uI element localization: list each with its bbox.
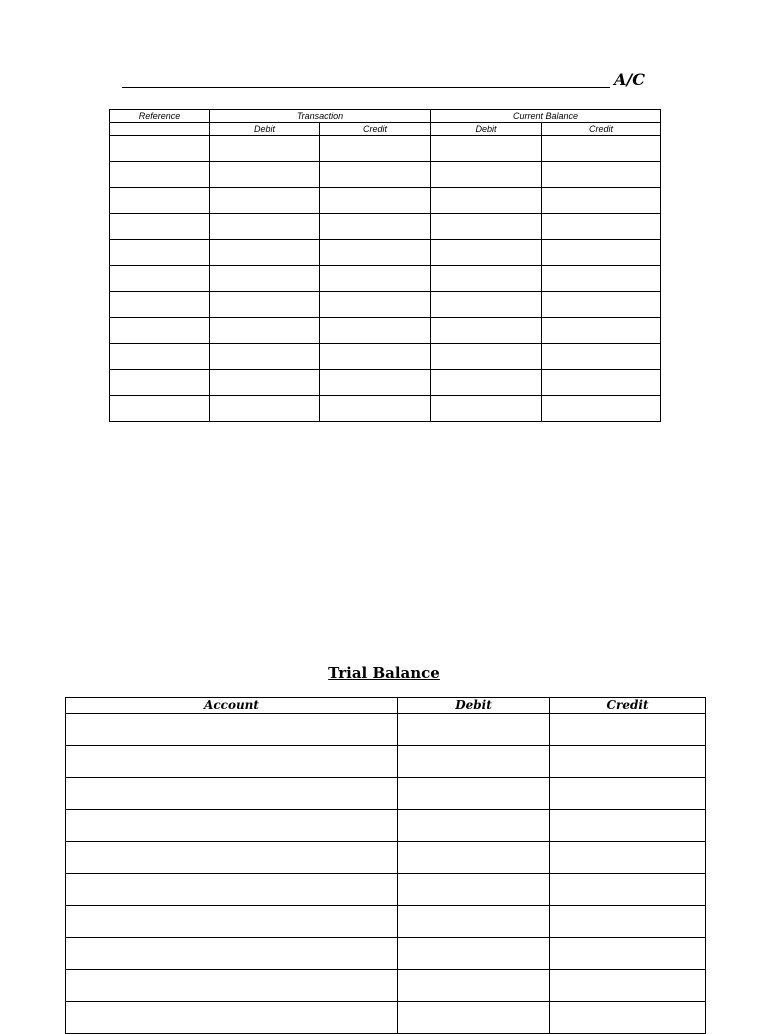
transaction-debit-cell[interactable] bbox=[210, 162, 320, 188]
ledger-row bbox=[110, 344, 661, 370]
transaction-debit-cell[interactable] bbox=[210, 318, 320, 344]
ledger-row bbox=[110, 266, 661, 292]
ledger-row bbox=[110, 370, 661, 396]
ledger-row bbox=[110, 240, 661, 266]
reference-cell[interactable] bbox=[110, 214, 210, 240]
trial-balance-row bbox=[66, 810, 706, 842]
debit-cell[interactable] bbox=[398, 1002, 550, 1034]
transaction-credit-cell[interactable] bbox=[320, 370, 431, 396]
ledger-header-reference: Reference bbox=[110, 110, 210, 123]
ledger-subheader-empty bbox=[110, 123, 210, 136]
credit-cell[interactable] bbox=[550, 842, 706, 874]
transaction-debit-cell[interactable] bbox=[210, 292, 320, 318]
balance-debit-cell[interactable] bbox=[431, 188, 542, 214]
balance-credit-cell[interactable] bbox=[542, 162, 661, 188]
balance-debit-cell[interactable] bbox=[431, 292, 542, 318]
debit-cell[interactable] bbox=[398, 906, 550, 938]
trial-balance-row bbox=[66, 842, 706, 874]
ledger-subheader-balance-credit: Credit bbox=[542, 123, 661, 136]
transaction-credit-cell[interactable] bbox=[320, 266, 431, 292]
trial-balance-row bbox=[66, 746, 706, 778]
trial-balance-row bbox=[66, 1002, 706, 1034]
transaction-credit-cell[interactable] bbox=[320, 162, 431, 188]
trial-balance-title: Trial Balance bbox=[328, 664, 440, 682]
ledger-body bbox=[110, 136, 661, 422]
ledger-subheader-transaction-debit: Debit bbox=[210, 123, 320, 136]
transaction-debit-cell[interactable] bbox=[210, 344, 320, 370]
credit-cell[interactable] bbox=[550, 874, 706, 906]
debit-cell[interactable] bbox=[398, 874, 550, 906]
trial-balance-header-account: Account bbox=[66, 698, 398, 714]
transaction-credit-cell[interactable] bbox=[320, 292, 431, 318]
reference-cell[interactable] bbox=[110, 396, 210, 422]
trial-balance-table bbox=[65, 697, 706, 1034]
trial-balance-row bbox=[66, 970, 706, 1002]
reference-cell[interactable] bbox=[110, 188, 210, 214]
trial-balance-title-wrap bbox=[0, 663, 768, 683]
debit-cell[interactable] bbox=[398, 714, 550, 746]
balance-credit-cell[interactable] bbox=[542, 370, 661, 396]
account-cell[interactable] bbox=[66, 810, 398, 842]
account-label: A/C bbox=[614, 70, 645, 89]
trial-balance-header-credit: Credit bbox=[550, 698, 706, 714]
ledger-subheader-transaction-credit: Credit bbox=[320, 123, 431, 136]
balance-debit-cell[interactable] bbox=[431, 240, 542, 266]
transaction-debit-cell[interactable] bbox=[210, 266, 320, 292]
trial-balance-row bbox=[66, 938, 706, 970]
transaction-credit-cell[interactable] bbox=[320, 214, 431, 240]
ledger-row bbox=[110, 214, 661, 240]
debit-cell[interactable] bbox=[398, 746, 550, 778]
trial-balance-header-row bbox=[66, 698, 706, 714]
ledger-row bbox=[110, 318, 661, 344]
trial-balance-row bbox=[66, 874, 706, 906]
account-cell[interactable] bbox=[66, 874, 398, 906]
ledger-subheader-row bbox=[110, 123, 661, 136]
reference-cell[interactable] bbox=[110, 136, 210, 162]
balance-credit-cell[interactable] bbox=[542, 292, 661, 318]
trial-balance-row bbox=[66, 906, 706, 938]
trial-balance-row bbox=[66, 714, 706, 746]
account-name-line bbox=[122, 87, 610, 88]
transaction-debit-cell[interactable] bbox=[210, 396, 320, 422]
balance-credit-cell[interactable] bbox=[542, 136, 661, 162]
account-cell[interactable] bbox=[66, 714, 398, 746]
account-cell[interactable] bbox=[66, 746, 398, 778]
reference-cell[interactable] bbox=[110, 292, 210, 318]
credit-cell[interactable] bbox=[550, 810, 706, 842]
debit-cell[interactable] bbox=[398, 970, 550, 1002]
balance-credit-cell[interactable] bbox=[542, 396, 661, 422]
balance-credit-cell[interactable] bbox=[542, 266, 661, 292]
credit-cell[interactable] bbox=[550, 1002, 706, 1034]
credit-cell[interactable] bbox=[550, 938, 706, 970]
credit-cell[interactable] bbox=[550, 970, 706, 1002]
balance-credit-cell[interactable] bbox=[542, 240, 661, 266]
trial-balance-body bbox=[66, 714, 706, 1034]
balance-credit-cell[interactable] bbox=[542, 318, 661, 344]
ledger-header-transaction: Transaction bbox=[210, 110, 431, 123]
ledger-row bbox=[110, 136, 661, 162]
reference-cell[interactable] bbox=[110, 240, 210, 266]
account-cell[interactable] bbox=[66, 1002, 398, 1034]
balance-debit-cell[interactable] bbox=[431, 266, 542, 292]
reference-cell[interactable] bbox=[110, 266, 210, 292]
balance-credit-cell[interactable] bbox=[542, 344, 661, 370]
balance-credit-cell[interactable] bbox=[542, 214, 661, 240]
credit-cell[interactable] bbox=[550, 714, 706, 746]
balance-debit-cell[interactable] bbox=[431, 318, 542, 344]
account-cell[interactable] bbox=[66, 842, 398, 874]
transaction-debit-cell[interactable] bbox=[210, 188, 320, 214]
account-cell[interactable] bbox=[66, 778, 398, 810]
transaction-credit-cell[interactable] bbox=[320, 136, 431, 162]
credit-cell[interactable] bbox=[550, 906, 706, 938]
balance-debit-cell[interactable] bbox=[431, 344, 542, 370]
ledger-row bbox=[110, 162, 661, 188]
debit-cell[interactable] bbox=[398, 938, 550, 970]
balance-debit-cell[interactable] bbox=[431, 396, 542, 422]
ledger-subheader-balance-debit: Debit bbox=[431, 123, 542, 136]
ledger-row bbox=[110, 292, 661, 318]
account-cell[interactable] bbox=[66, 938, 398, 970]
balance-debit-cell[interactable] bbox=[431, 370, 542, 396]
reference-cell[interactable] bbox=[110, 318, 210, 344]
reference-cell[interactable] bbox=[110, 370, 210, 396]
transaction-credit-cell[interactable] bbox=[320, 318, 431, 344]
transaction-debit-cell[interactable] bbox=[210, 214, 320, 240]
credit-cell[interactable] bbox=[550, 746, 706, 778]
reference-cell[interactable] bbox=[110, 162, 210, 188]
account-cell[interactable] bbox=[66, 970, 398, 1002]
transaction-debit-cell[interactable] bbox=[210, 370, 320, 396]
transaction-credit-cell[interactable] bbox=[320, 240, 431, 266]
trial-balance-header-debit: Debit bbox=[398, 698, 550, 714]
reference-cell[interactable] bbox=[110, 344, 210, 370]
account-cell[interactable] bbox=[66, 906, 398, 938]
debit-cell[interactable] bbox=[398, 842, 550, 874]
balance-credit-cell[interactable] bbox=[542, 188, 661, 214]
ledger-table bbox=[109, 109, 661, 422]
debit-cell[interactable] bbox=[398, 810, 550, 842]
ledger-row bbox=[110, 188, 661, 214]
transaction-credit-cell[interactable] bbox=[320, 396, 431, 422]
transaction-credit-cell[interactable] bbox=[320, 344, 431, 370]
balance-debit-cell[interactable] bbox=[431, 136, 542, 162]
balance-debit-cell[interactable] bbox=[431, 214, 542, 240]
ledger-header-row bbox=[110, 110, 661, 123]
balance-debit-cell[interactable] bbox=[431, 162, 542, 188]
debit-cell[interactable] bbox=[398, 778, 550, 810]
transaction-credit-cell[interactable] bbox=[320, 188, 431, 214]
transaction-debit-cell[interactable] bbox=[210, 136, 320, 162]
ledger-row bbox=[110, 396, 661, 422]
credit-cell[interactable] bbox=[550, 778, 706, 810]
trial-balance-row bbox=[66, 778, 706, 810]
transaction-debit-cell[interactable] bbox=[210, 240, 320, 266]
ledger-header-current-balance: Current Balance bbox=[431, 110, 661, 123]
